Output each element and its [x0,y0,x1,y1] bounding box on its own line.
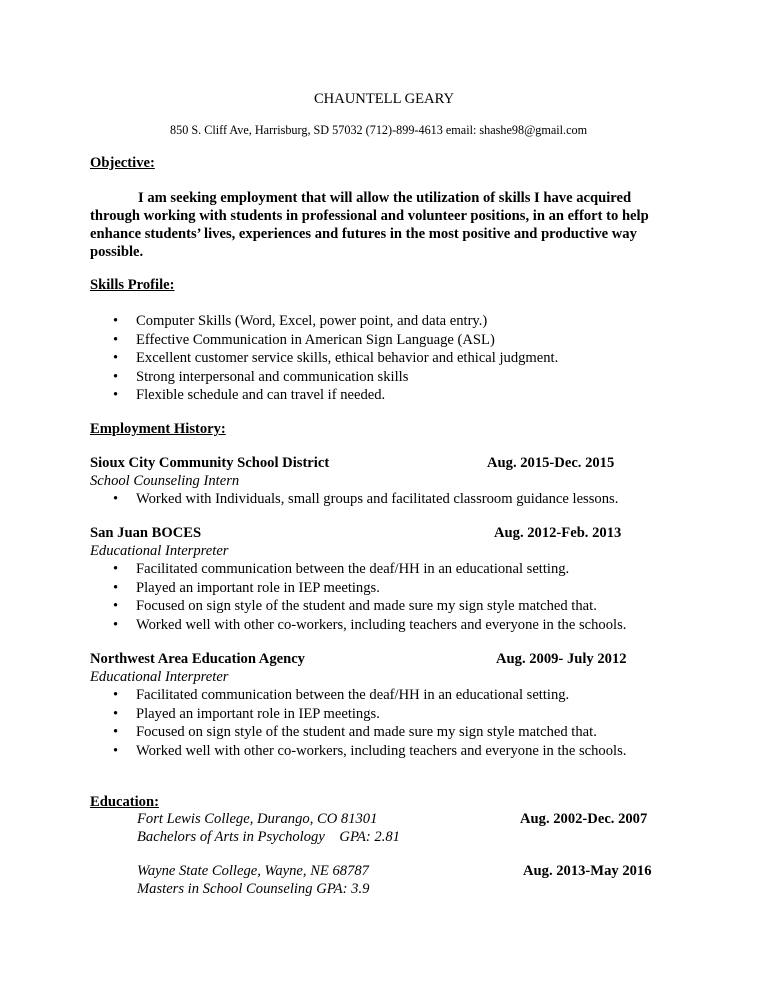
skill-item: • Effective Communication in American Sign Language (ASL) [113,331,558,350]
job-duty: • Worked with Individuals, small groups and facilitated classroom guidance lessons. [113,490,618,509]
objective-text [90,189,680,261]
school-name: Wayne State College, Wayne, NE 68787 [137,863,369,879]
job-dates: Aug. 2015-Dec. 2015 [487,455,615,471]
objective-paragraph: I am seeking employment that will allow the utilization of skills I have acquired through working with students in professional and volunteer positions, in an effort to help enhance students’ lives, experiences and futures in the most positive and productive way possible. [90,190,649,260]
job-employer: Northwest Area Education Agency [90,651,305,667]
skill-item: • Flexible schedule and can travel if needed. [113,386,558,405]
degree-gpa: GPA: 2.81 [339,829,400,845]
degree-name: Bachelors of Arts in Psychology [137,829,325,845]
skills-heading: Skills Profile: [90,277,175,293]
contact-line: 850 S. Cliff Ave, Harrisburg, SD 57032 (712)-899-4613 email: shashe98@gmail.com [170,123,588,137]
skills-list [113,312,558,405]
degree-gpa: GPA: 3.9 [316,881,370,897]
job-duty: • Facilitated communication between the deaf/HH in an educational setting. [113,560,626,579]
skill-item: • Strong interpersonal and communication skills [113,368,558,387]
job-employer: San Juan BOCES [90,525,202,541]
skill-item: • Excellent customer service skills, ethical behavior and ethical judgment. [113,349,558,368]
job-duty: • Focused on sign style of the student and made sure my sign style matched that. [113,723,626,742]
degree-line [137,828,400,846]
job-duties-list [113,490,618,509]
job-dates: Aug. 2012-Feb. 2013 [494,525,622,541]
job-duty: • Worked well with other co-workers, including teachers and everyone in the schools. [113,616,626,635]
job-title: Educational Interpreter [90,669,229,685]
job-dates: Aug. 2009- July 2012 [496,651,627,667]
job-duty: • Played an important role in IEP meetings. [113,579,626,598]
school-dates: Aug. 2002-Dec. 2007 [520,811,648,827]
school-dates: Aug. 2013-May 2016 [523,863,652,879]
job-employer: Sioux City Community School District [90,455,330,471]
job-duty: • Focused on sign style of the student and made sure my sign style matched that. [113,597,626,616]
job-title: Educational Interpreter [90,543,229,559]
job-title: School Counseling Intern [90,473,240,489]
skill-item: • Computer Skills (Word, Excel, power point, and data entry.) [113,312,558,331]
job-duties-list [113,560,626,634]
school-name: Fort Lewis College, Durango, CO 81301 [137,811,378,827]
job-duty: • Facilitated communication between the deaf/HH in an educational setting. [113,686,626,705]
resume-name: CHAUNTELL GEARY [313,91,455,107]
job-duty: • Played an important role in IEP meetings. [113,705,626,724]
objective-heading: Objective: [90,155,155,171]
degree-line [137,880,369,898]
employment-heading: Employment History: [90,421,226,437]
job-duties-list [113,686,626,760]
education-heading: Education: [90,794,159,810]
job-duty: • Worked well with other co-workers, including teachers and everyone in the schools. [113,742,626,761]
degree-name: Masters in School Counseling [137,881,313,897]
